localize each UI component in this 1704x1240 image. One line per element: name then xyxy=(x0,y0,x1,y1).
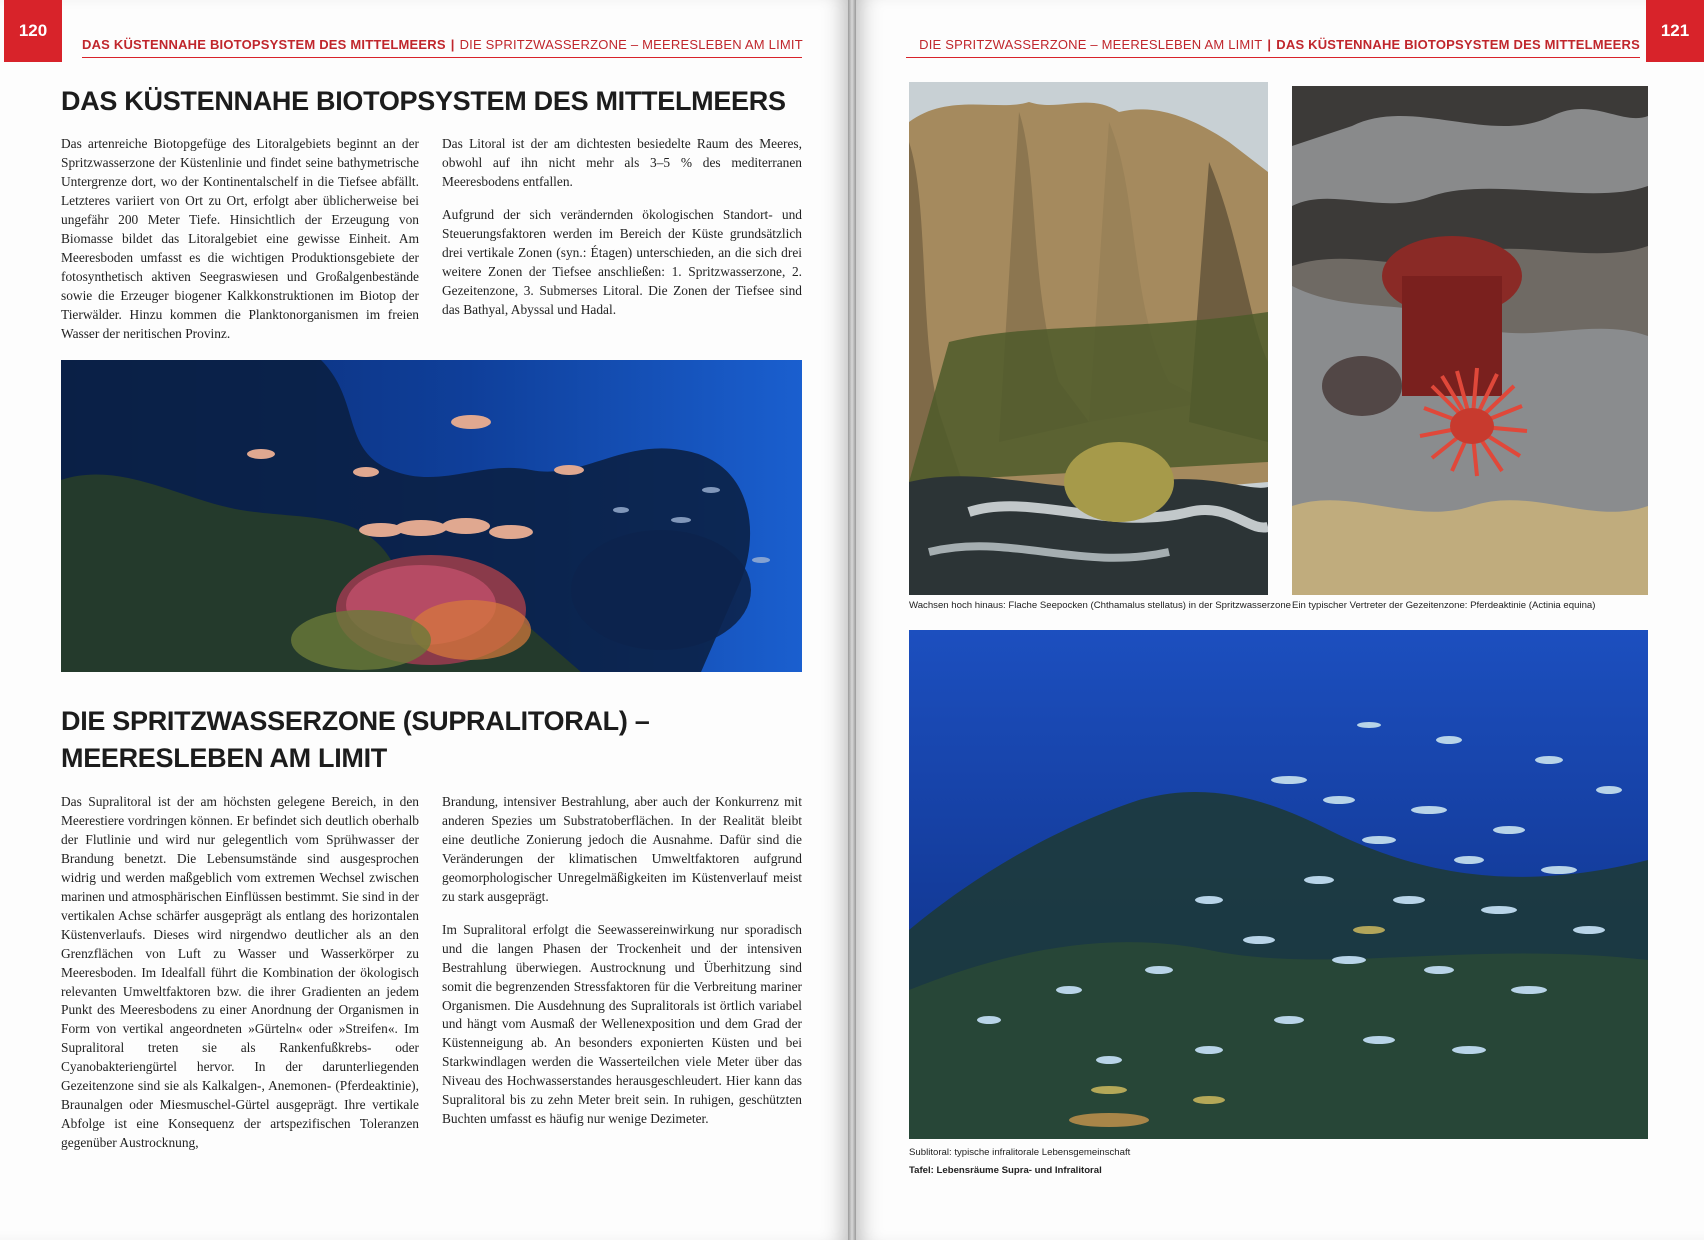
section2-col1-paragraph: Das Supralitoral ist der am höchsten gelegene Bereich, in den Meerestiere vordringen können. Er befindet sich deutlich oberhalb der Flutlinie und wird nur gelegentlich vom Sprühwasser der Brandung benetzt. Die Lebensumstände sind ausgesprochen widrig und werden maßgeblich vom extremen Wechsel zwischen marinen und atmosphärischen Einflüssen bestimmt. Sie sind in der vertikalen Achse schärfer ausgeprägt als entlang des horizontalen Küstenverlaufs. Dieses wird nirgendwo deutlicher als an den Grenzflächen von Luft zu Wasser und Wasserkörper zu Meeresboden. Im Idealfall führt die Kombination der ökologisch relevanten Umweltfaktoren bzw. die ihrer Gradienten an jedem Punkt des Meeresbodens zu einer Anordnung der Organismen in Form von vertikal angeordneten »Gürteln« oder »Streifen«. Im Supralitoral treten sie als Rankenfußkrebs- oder Cyanobakteriengürtel hervor. In der darunterliegenden Gezeitenzone sind sie als Kalkalgen-, Anemonen- (Pferdeaktinie), Braunalgen oder Miesmuschel-Gürtel ausgeprägt. Ihre vertikale Abfolge ist eine Konsequenz der artspezifischen Toleranzen gegenüber Austrocknung, xyxy=(61,794,419,1151)
section2-col2-paragraph1: Brandung, intensiver Bestrahlung, aber auch der Konkurrenz mit anderen Spezies um Substratoberflächen. In der Realität bleibt eine deutliche Zonierung jedoch die Ausnahme. Dafür sind die Veränderungen der klimatischen Umweltfaktoren aufgrund geomorphologischer Unregelmäßigkeiten im Küstenverlauf meist zu stark ausgeprägt. xyxy=(442,794,802,904)
section2-column1 xyxy=(61,793,419,1153)
section1-col1-paragraph: Das artenreiche Biotopgefüge des Litoralgebiets beginnt an der Spritzwasserzone der Küstenlinie und findet seine bathymetrische Untergrenze dort, wo der Kontinentalschelf in die Tiefsee abfällt. Letzteres variiert von Ort zu Ort, erfolgt aber üblicherweise bei ungefähr 200 Meter Tiefe. Hinsichtlich der Erzeugung von Biomasse bildet das Litoralgebiet eine gewisse Einheit. Am Meeresboden umfasst es die wichtigen Produktionsgebiete der fotosynthetisch aktiven Seegraswiesen und Großalgenbestände sowie die Erzeuger biogener Kalkkonstruktionen im Biotop der Tierwälder. Hinzu kommen die Planktonorganismen im freien Wasser der neritischen Provinz. xyxy=(61,136,419,341)
running-head-right-separator: | xyxy=(1267,37,1272,52)
anemone-photo xyxy=(1292,86,1648,595)
section2-column2 xyxy=(442,793,802,1129)
running-head-left xyxy=(82,32,802,58)
heading-biotopsystem: DAS KÜSTENNAHE BIOTOPSYSTEM DES MITTELMEERS xyxy=(61,86,786,116)
page-number-left: 120 xyxy=(4,0,62,62)
section1-col2-paragraph2: Aufgrund der sich verändernden ökologischen Standort- und Steuerungsfaktoren werden im Bereich der Küste grundsätzlich drei vertikale Zonen (syn.: Étagen) unterschieden, an die sich drei weitere Zonen der Tiefsee anschließen: 1. Spritzwasserzone, 2. Gezeitenzone, 3. Submerses Litoral. Die Zonen der Tiefsee sind das Bathyal, Abyssal und Hadal. xyxy=(442,206,802,317)
running-head-right-bold: DAS KÜSTENNAHE BIOTOPSYSTEM DES MITTELMEERS xyxy=(1276,37,1640,52)
fish-school-photo xyxy=(909,630,1648,1139)
running-head-right-light: DIE SPRITZWASSERZONE – MEERESLEBEN AM LIMIT xyxy=(919,37,1263,52)
heading-spritzwasserzone-line2: MEERESLEBEN AM LIMIT xyxy=(61,743,388,773)
anemone-photo-image xyxy=(1292,86,1648,595)
reef-photo xyxy=(61,360,802,672)
heading-spritzwasserzone-line1: DIE SPRITZWASSERZONE (SUPRALITORAL) – xyxy=(61,706,650,736)
section1-column1 xyxy=(61,135,419,343)
running-head-right xyxy=(906,32,1640,58)
left-page xyxy=(0,0,848,1240)
rocks-photo xyxy=(909,82,1268,595)
section1-column2 xyxy=(442,135,802,320)
right-page xyxy=(856,0,1704,1240)
reef-photo-image xyxy=(61,360,802,672)
fish-school-photo-image xyxy=(909,630,1648,1139)
caption-anemone: Ein typischer Vertreter der Gezeitenzone: Pferdeaktinie (Actinia equina) xyxy=(1292,600,1596,611)
caption-rocks: Wachsen hoch hinaus: Flache Seepocken (Chthamalus stellatus) in der Spritzwasserzone xyxy=(909,600,1291,611)
running-head-left-light: DIE SPRITZWASSERZONE – MEERESLEBEN AM LIMIT xyxy=(459,37,803,52)
caption-plate: Tafel: Lebensräume Supra- und Infralitoral xyxy=(909,1165,1102,1176)
page-number-right: 121 xyxy=(1646,0,1704,62)
caption-fish-school: Sublitoral: typische infralitorale Lebensgemeinschaft xyxy=(909,1147,1131,1158)
section2-col2-paragraph2: Im Supralitoral erfolgt die Seewassereinwirkung nur sporadisch und die langen Phasen der Trockenheit und der intensiven Bestrahlung überwiegen. Austrocknung und Überhitzung sind somit die begrenzenden Stressfaktoren für die Verbreitung mariner Organismen. Die Ausdehnung des Supralitorals ist örtlich variabel und hängt vom Ausmaß der Wellenexposition und dem Grad der Küstenneigung ab. An besonders exponierten Küsten und bei Starkwindlagen werden die Wasserteilchen viele Meter über das Niveau des Hochwasserstandes herausgeschleudert. Hier kann das Supralitoral bis zu zehn Meter breit sein. In ruhigen, geschützten Buchten umfasst es häufig nur wenige Dezimeter. xyxy=(442,921,802,1127)
book-gutter xyxy=(848,0,856,1240)
section1-col2-paragraph1: Das Litoral ist der am dichtesten besiedelte Raum des Meeres, obwohl auf ihn nicht mehr als 3–5 % des mediterranen Meeresbodens entfallen. xyxy=(442,136,802,189)
rocks-photo-image xyxy=(909,82,1268,595)
running-head-left-bold: DAS KÜSTENNAHE BIOTOPSYSTEM DES MITTELMEERS xyxy=(82,37,446,52)
running-head-left-separator: | xyxy=(450,37,455,52)
